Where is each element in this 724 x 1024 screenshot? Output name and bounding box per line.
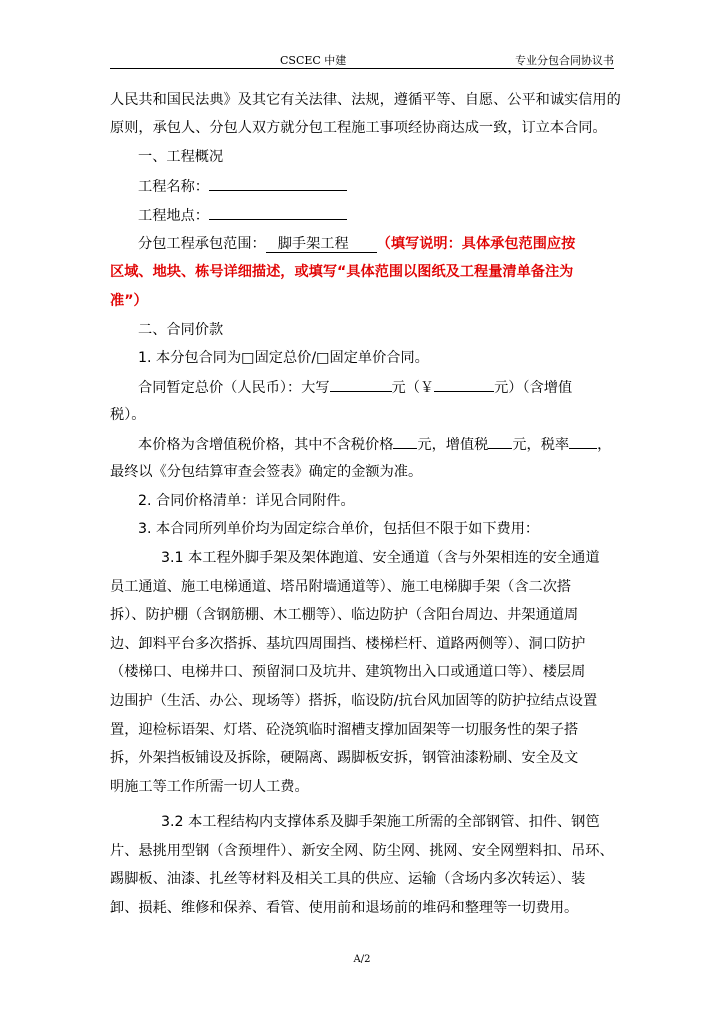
project-name-row [138, 176, 648, 197]
tax-rate-blank[interactable] [569, 434, 597, 449]
page-number: A/2 [353, 954, 371, 965]
project-site-blank[interactable] [209, 205, 347, 220]
scope-note-3: 准”） [110, 293, 148, 309]
clause-3-1-line: 边围护（生活、办公、现场等）搭拆，临设防/抗台风加固等的防护拉结点设置 [110, 693, 598, 709]
excl-tax-blank[interactable] [393, 434, 417, 449]
section-1-heading: 一、工程概况 [138, 149, 224, 165]
clause-3-2-line: 片、悬挑用型钢（含预埋件）、新安全网、防尘网、挑网、安全网塑料扣、吊环、 [110, 843, 614, 859]
tax-rate-label: 元，税率 [512, 437, 570, 453]
clause-3-2-line: 3.2 本工程结构内支撑体系及脚手架施工所需的全部钢管、扣件、钢笆 [161, 814, 600, 830]
scope-note-2: 区域、地块、栋号详细描述，或填写“具体范围以图纸及工程量清单备注为 [110, 264, 574, 280]
project-name-label: 工程名称： [138, 179, 209, 195]
scope-value: 脚手架工程 [266, 236, 377, 253]
header-company: CSCEC 中建 [280, 54, 347, 67]
clause-3-1-line: 边、卸料平台多次搭拆、基坑四周围挡、楼梯栏杆、道路两侧等）、洞口防护 [110, 636, 586, 652]
final-amount-line: 最终以《分包结算审查会签表》确定的金额为准。 [110, 464, 423, 480]
clause-3-1-line: 拆，外架挡板铺设及拆除，硬隔离、踢脚板安拆，钢管油漆粉刷、安全及文 [110, 750, 579, 766]
price-caps-label: 合同暂定总价（人民币）：大写 [138, 380, 330, 396]
header-doc-title: 专业分包合同协议书 [515, 54, 614, 67]
provisional-price-row [138, 377, 648, 398]
price-number-blank[interactable] [434, 377, 494, 392]
scope-row [138, 234, 648, 254]
price-caps-blank[interactable] [330, 377, 392, 392]
project-site-label: 工程地点： [138, 208, 209, 224]
clause-3-1-line: 拆）、防护棚（含钢筋棚、木工棚等）、临边防护（含阳台周边、井架通道周 [110, 607, 579, 623]
scope-note-1: （填写说明：具体承包范围应按 [376, 236, 576, 252]
scope-label: 分包工程承包范围： [138, 236, 266, 252]
project-site-row [138, 205, 648, 226]
project-name-blank[interactable] [209, 176, 347, 191]
intro-line-2: 原则，承包人、分包人双方就分包工程施工事项经协商达成一致，订立本合同。 [110, 120, 607, 136]
unit-price-line: 3. 本合同所列单价均为固定综合单价，包括但不限于如下费用： [138, 521, 540, 537]
price-tax-label: 元）（含增值 [494, 380, 573, 396]
clause-3-2-line: 踢脚板、油漆、扎丝等材料及相关工具的供应、运输（含场内多次转运）、装 [110, 871, 586, 887]
clause-3-1-line: 3.1 本工程外脚手架及架体跑道、安全通道（含与外架相连的安全通道 [161, 550, 600, 566]
vat-label: 元，增值税 [417, 437, 489, 453]
clause-3-1-line: 员工通道、施工电梯通道、塔吊附墙通道等）、施工电梯脚手架（含二次搭 [110, 579, 572, 595]
clause-3-1-line: 明施工等工作所需一切人工费。 [110, 779, 309, 795]
price-yuan-label: 元（￥ [391, 380, 435, 396]
tax-rate-comma: ， [597, 437, 612, 453]
clause-3-1-line: 置，迎检标语架、灯塔、砼浇筑临时溜槽支撑加固架等一切服务性的架子搭 [110, 722, 579, 738]
intro-line-1: 人民共和国民法典》及其它有关法律、法规，遵循平等、自愿、公平和诚实信用的 [110, 92, 621, 108]
contract-type-line: 1. 本分包合同为□固定总价/□固定单价合同。 [138, 350, 429, 366]
section-2-heading: 二、合同价款 [138, 322, 224, 338]
price-list-line: 2. 合同价格清单：详见合同附件。 [138, 493, 355, 509]
vat-blank[interactable] [488, 434, 512, 449]
tax-breakdown-row [138, 434, 648, 455]
clause-3-2-line: 卸、损耗、维修和保养、看管、使用前和退场前的堆码和整理等一切费用。 [110, 900, 579, 916]
clause-3-1-line: （楼梯口、电梯井口、预留洞口及坑井、建筑物出入口或通道口等）、楼层周 [110, 664, 586, 680]
price-tax-line: 税）。 [110, 407, 146, 423]
page-header [110, 50, 614, 69]
excl-tax-label: 本价格为含增值税价格，其中不含税价格 [138, 437, 394, 453]
